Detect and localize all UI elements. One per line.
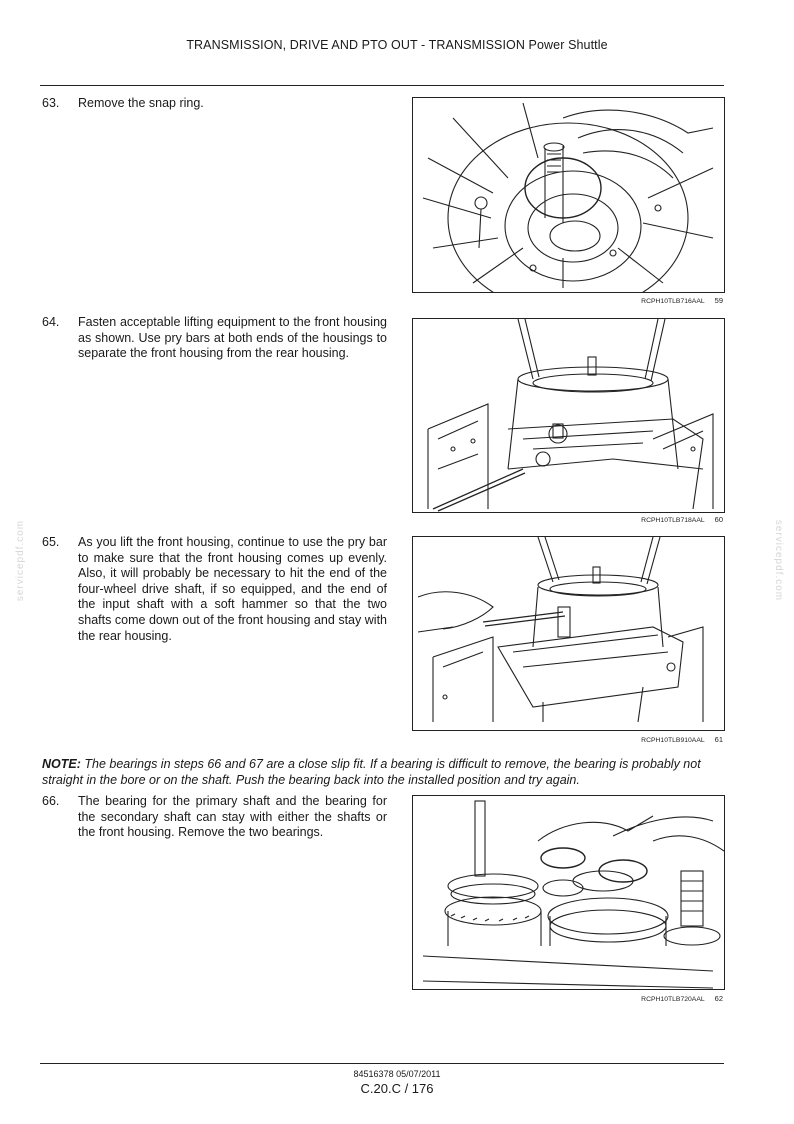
figure-60-caption (412, 515, 723, 524)
note-text: The bearings in steps 66 and 67 are a close slip fit. If a bearing is difficult to remove, the bearing is probably not straight in the bore or on the shaft. Push the bearing back into the installed position and try again. (42, 757, 701, 787)
step-text: As you lift the front housing, continue to use the pry bar to make sure that the front housing comes up evenly. Also, it will probably be necessary to hit the end of the four-wheel drive shaft, if so equipped, and the end of the input shaft with a soft hammer so that the two shafts come down out of the front housing and stay with the rear housing. (78, 535, 387, 643)
figure-number: 62 (714, 994, 723, 1003)
watermark-left: servicepdf.com (15, 519, 27, 602)
note-paragraph (42, 756, 724, 788)
figure-60-lifting-housing-illustration (412, 318, 725, 513)
figure-code: RCPH10TLB718AAL (641, 517, 705, 524)
step-text: The bearing for the primary shaft and the bearing for the secondary shaft can stay with either the shafts or the front housing. Remove the two bearings. (78, 794, 387, 840)
step-number: 64. (42, 315, 60, 329)
page-header-title: TRANSMISSION, DRIVE AND PTO OUT - TRANSMISSION Power Shuttle (186, 38, 608, 52)
figure-number: 59 (714, 296, 723, 305)
watermark-right: servicepdf.com (773, 519, 785, 602)
figure-61-caption (412, 735, 723, 744)
step-number: 65. (42, 535, 60, 549)
figure-62-caption (412, 994, 723, 1003)
footer-document-id: 84516378 05/07/2011 (353, 1069, 441, 1079)
header-divider (40, 85, 724, 86)
step-65 (42, 535, 387, 644)
note-label: NOTE: (42, 757, 81, 771)
figure-62-bearings-illustration (412, 795, 725, 990)
step-text: Remove the snap ring. (78, 96, 204, 110)
step-64 (42, 315, 387, 362)
figure-code: RCPH10TLB716AAL (641, 298, 705, 305)
figure-code: RCPH10TLB910AAL (641, 737, 705, 744)
figure-59-caption (412, 296, 723, 305)
step-number: 66. (42, 794, 60, 808)
footer-divider (40, 1063, 724, 1064)
step-66 (42, 794, 387, 841)
step-number: 63. (42, 96, 60, 110)
step-text: Fasten acceptable lifting equipment to the front housing as shown. Use pry bars at both ends of the housings to separate the front housing from the rear housing. (78, 315, 387, 361)
footer-page-number: C.20.C / 176 (360, 1081, 434, 1096)
figure-number: 60 (714, 515, 723, 524)
step-63 (42, 96, 387, 112)
figure-number: 61 (714, 735, 723, 744)
figure-code: RCPH10TLB720AAL (641, 996, 705, 1003)
figure-59-snap-ring-illustration (412, 97, 725, 293)
figure-61-lifting-front-housing-illustration (412, 536, 725, 731)
